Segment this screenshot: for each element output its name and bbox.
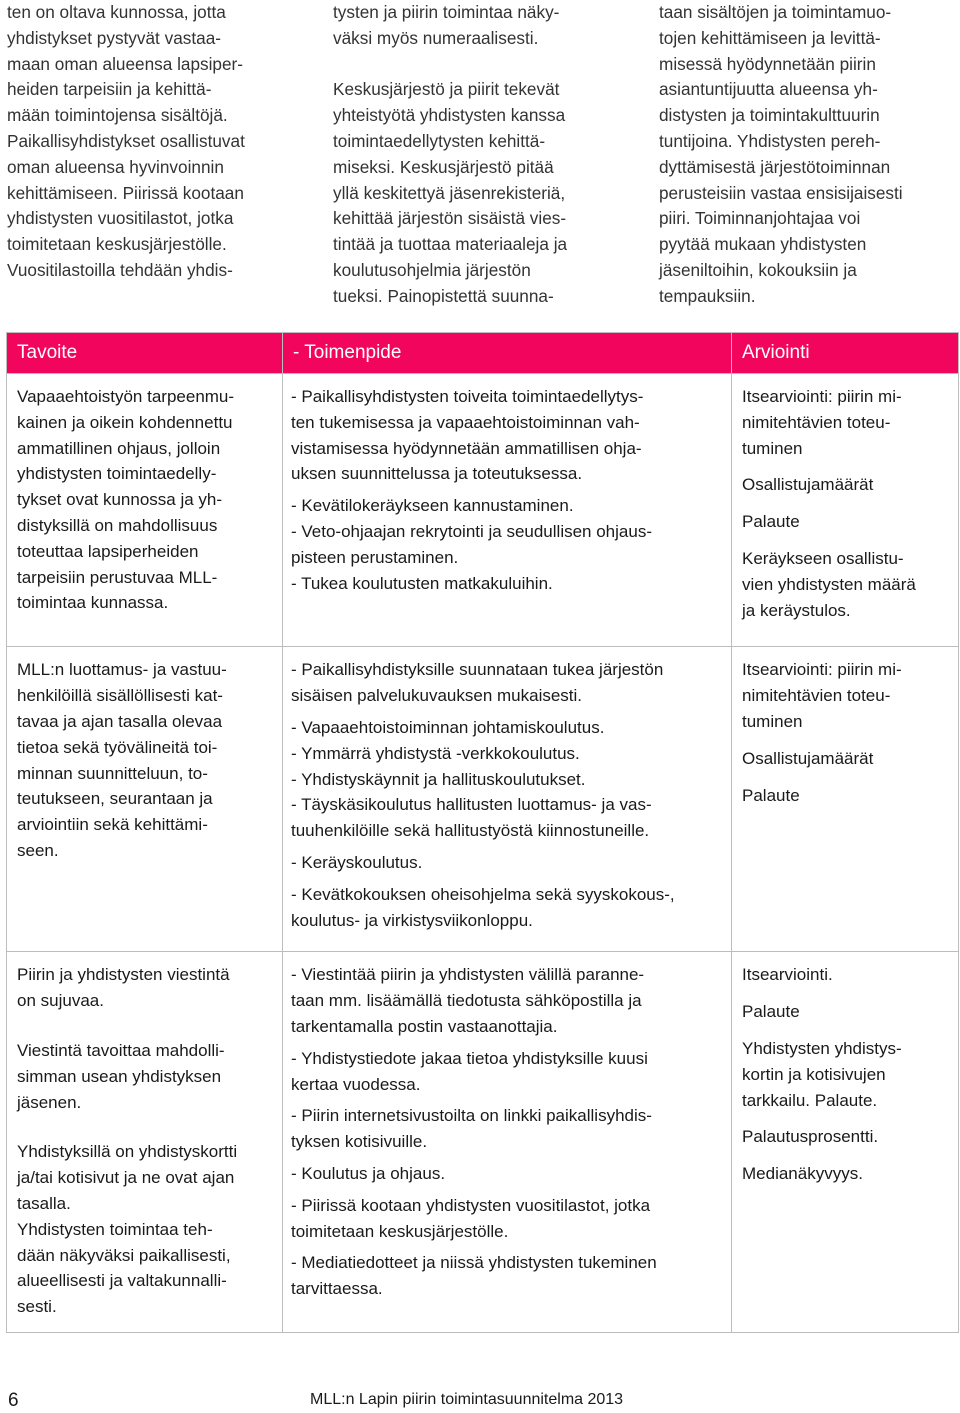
intro-line: pyytää mukaan yhdistysten xyxy=(659,234,867,255)
evaluation-item xyxy=(742,546,948,623)
goal-cell xyxy=(7,647,283,952)
goal-line: jäsenen. xyxy=(17,1092,82,1112)
goal-line: tasalla. xyxy=(17,1193,71,1213)
action-line: toimitetaan keskusjärjestölle. xyxy=(291,1221,509,1241)
evaluation-line: kortin ja kotisivujen xyxy=(742,1064,886,1084)
plan-table xyxy=(6,332,959,1333)
intro-line: väksi myös numeraalisesti. xyxy=(333,27,539,48)
intro-line: Keskusjärjestö ja piirit tekevät xyxy=(333,79,560,100)
goal-cell xyxy=(7,952,283,1333)
evaluation-line: Palaute xyxy=(742,785,800,805)
goal-line: dään näkyväksi paikallisesti, xyxy=(17,1245,231,1265)
action-cell xyxy=(283,952,732,1333)
evaluation-line: vien yhdistysten määrä xyxy=(742,574,916,594)
action-line: - Koulutus ja ohjaus. xyxy=(291,1163,446,1183)
action-line: - Keräyskoulutus. xyxy=(291,852,423,872)
evaluation-line: Osallistujamäärät xyxy=(742,475,874,495)
evaluation-item xyxy=(742,657,948,734)
action-line: uksen suunnittelussa ja toteutuksessa. xyxy=(291,464,583,484)
goal-line: simman usean yhdistyksen xyxy=(17,1066,222,1086)
intro-line: kehittämiseen. Piirissä kootaan xyxy=(7,182,244,203)
intro-line: maan oman alueensa lapsiper- xyxy=(7,53,243,74)
evaluation-item xyxy=(742,1124,948,1150)
action-line: - Yhdistystiedote jakaa tietoa yhdistyksille kuusi xyxy=(291,1048,648,1068)
intro-line: jäseniltoihin, kokouksiin ja xyxy=(659,259,857,280)
evaluation-item xyxy=(742,962,948,988)
action-item xyxy=(291,519,721,571)
table-row xyxy=(7,952,959,1333)
evaluation-cell xyxy=(732,952,959,1333)
action-line: vistamisessa hyödynnetään ammatillisen ohja- xyxy=(291,438,642,458)
goal-line: MLL:n luottamus- ja vastuu- xyxy=(17,660,227,680)
action-item xyxy=(291,850,721,876)
action-line: - Piirissä kootaan yhdistysten vuositilastot, jotka xyxy=(291,1195,651,1215)
evaluation-line: Keräykseen osallistu- xyxy=(742,548,904,568)
action-line: - Tukea koulutusten matkakuluihin. xyxy=(291,573,553,593)
header-action: - Toimenpide xyxy=(283,333,732,374)
action-item xyxy=(291,493,721,519)
evaluation-cell xyxy=(732,374,959,647)
intro-line: taan sisältöjen ja toimintamuo- xyxy=(659,2,892,22)
goal-line: toimintaa kunnassa. xyxy=(17,593,169,613)
evaluation-line: Yhdistysten yhdistys- xyxy=(742,1038,902,1058)
action-line: sisäisen palvelukuvauksen mukaisesti. xyxy=(291,686,583,706)
intro-line: ten on oltava kunnossa, jotta xyxy=(7,2,226,22)
action-line: - Mediatiedotteet ja niissä yhdistysten tukeminen xyxy=(291,1253,657,1273)
evaluation-line: ja keräystulos. xyxy=(742,600,851,620)
goal-line: distyksillä on mahdollisuus xyxy=(17,515,218,535)
evaluation-line: tuminen xyxy=(742,438,803,458)
footer-title: MLL:n Lapin piirin toimintasuunnitelma 2013 xyxy=(310,1391,624,1408)
action-line: tarvittaessa. xyxy=(291,1279,383,1299)
evaluation-item xyxy=(742,999,948,1025)
goal-line: ja/tai kotisivut ja ne ovat ajan xyxy=(17,1168,235,1188)
intro-line: tintää ja tuottaa materiaaleja ja xyxy=(333,234,568,255)
intro-line: misessä hyödynnetään piirin xyxy=(659,53,876,74)
table-row xyxy=(7,647,959,952)
action-item xyxy=(291,1103,721,1155)
intro-line: yhdistykset pystyvät vastaa- xyxy=(7,27,221,48)
action-line: - Kevätilokeräykseen kannustaminen. xyxy=(291,496,574,516)
action-cell xyxy=(283,374,732,647)
intro-line: tueksi. Painopistettä suunna- xyxy=(333,285,554,306)
action-item xyxy=(291,571,721,597)
action-line: tarkentamalla postin vastaanottajia. xyxy=(291,1016,558,1036)
evaluation-line: Itsearviointi: piirin mi- xyxy=(742,387,902,406)
intro-line: tysten ja piirin toimintaa näky- xyxy=(333,2,560,22)
action-item xyxy=(291,962,721,1039)
table-header-row xyxy=(7,333,959,374)
intro-line: koulutusohjelmia järjestön xyxy=(333,259,531,280)
evaluation-item xyxy=(742,384,948,461)
action-item xyxy=(291,657,721,709)
header-goal: Tavoite xyxy=(7,333,283,374)
intro-line: mään toimintojensa sisältöjä. xyxy=(7,105,228,126)
action-line: ten tukemisessa ja vapaaehtoistoiminnan vah- xyxy=(291,412,640,432)
goal-line: minnan suunnitteluun, to- xyxy=(17,763,208,783)
action-line: taan mm. lisäämällä tiedotusta sähköpostilla ja xyxy=(291,991,642,1011)
evaluation-item xyxy=(742,1161,948,1187)
action-line: - Ymmärrä yhdistystä -verkkokoulutus. xyxy=(291,743,580,763)
action-item xyxy=(291,767,721,793)
intro-line: tojen kehittämiseen ja levittä- xyxy=(659,27,881,48)
evaluation-line: Medianäkyvyys. xyxy=(742,1164,863,1184)
intro-line: piiri. Toiminnanjohtajaa voi xyxy=(659,208,861,229)
intro-line: distysten ja toimintakulttuurin xyxy=(659,105,880,126)
goal-line: Yhdistysten toimintaa teh- xyxy=(17,1219,213,1239)
evaluation-line: tarkkailu. Palaute. xyxy=(742,1090,878,1110)
action-line: pisteen perustaminen. xyxy=(291,547,459,567)
evaluation-line: nimitehtävien toteu- xyxy=(742,412,891,432)
evaluation-cell xyxy=(732,647,959,952)
action-line: - Piirin internetsivustoilta on linkki paikallisyhdis- xyxy=(291,1106,652,1126)
intro-line: kehittää järjestön sisäistä vies- xyxy=(333,208,567,229)
goal-line: Piirin ja yhdistysten viestintä xyxy=(17,965,230,985)
goal-line: kainen ja oikein kohdennettu xyxy=(17,412,233,432)
intro-column-1 xyxy=(7,0,307,284)
intro-line: Paikallisyhdistykset osallistuvat xyxy=(7,130,245,151)
action-line: - Veto-ohjaajan rekrytointi ja seudullisen ohjaus- xyxy=(291,521,652,541)
goal-line: toteuttaa lapsiperheiden xyxy=(17,541,199,561)
intro-line: dyttämisestä järjestötoiminnan xyxy=(659,156,891,177)
intro-column-3 xyxy=(659,0,959,310)
goal-line: tietoa sekä työvälineitä toi- xyxy=(17,737,218,757)
evaluation-line: Itsearviointi. xyxy=(742,965,833,985)
action-item xyxy=(291,715,721,741)
action-item xyxy=(291,882,721,934)
action-line: tuuhenkilöille sekä hallitustyöstä kiinnostuneille. xyxy=(291,821,650,841)
goal-line: arviointiin sekä kehittämi- xyxy=(17,815,208,835)
evaluation-line: Palautusprosentti. xyxy=(742,1127,879,1147)
goal-line: tavaa ja ajan tasalla olevaa xyxy=(17,711,223,731)
intro-line: toimintaedellytysten kehittä- xyxy=(333,130,546,151)
intro-line: yllä keskitettyä jäsenrekisteriä, xyxy=(333,182,566,203)
action-line: - Paikallisyhdistysten toiveita toimintaedellytys- xyxy=(291,387,644,406)
action-item xyxy=(291,1193,721,1245)
intro-line: heiden tarpeisiin ja kehittä- xyxy=(7,79,212,100)
action-cell xyxy=(283,647,732,952)
evaluation-line: Palaute xyxy=(742,512,800,532)
intro-line: toimitetaan keskusjärjestölle. xyxy=(7,234,227,255)
action-item xyxy=(291,1046,721,1098)
intro-line: Vuositilastoilla tehdään yhdis- xyxy=(7,259,233,280)
goal-line: teutukseen, seurantaan ja xyxy=(17,789,213,809)
action-item xyxy=(291,741,721,767)
action-item xyxy=(291,384,721,487)
goal-line: yhdistysten toimintaedelly- xyxy=(17,464,217,484)
intro-line: perusteisiin vastaa ensisijaisesti xyxy=(659,182,903,203)
goal-line: tarpeisiin perustuvaa MLL- xyxy=(17,567,218,587)
intro-line: miseksi. Keskusjärjestö pitää xyxy=(333,156,554,177)
action-line: tyksen kotisivuille. xyxy=(291,1132,428,1152)
action-item xyxy=(291,1161,721,1187)
goal-line: Viestintä tavoittaa mahdolli- xyxy=(17,1040,225,1060)
action-item xyxy=(291,1250,721,1302)
goal-line: Vapaaehtoistyön tarpeenmu- xyxy=(17,387,235,406)
action-line: - Viestintää piirin ja yhdistysten välillä paranne- xyxy=(291,965,645,985)
intro-line: tuntijoina. Yhdistysten pereh- xyxy=(659,130,881,151)
intro-line: yhdistysten vuositilastot, jotka xyxy=(7,208,234,229)
action-line: - Vapaaehtoistoiminnan johtamiskoulutus. xyxy=(291,717,605,737)
goal-cell xyxy=(7,374,283,647)
action-line: - Kevätkokouksen oheisohjelma sekä syyskokous-, xyxy=(291,884,675,904)
action-line: - Yhdistyskäynnit ja hallituskoulutukset. xyxy=(291,769,586,789)
action-line: koulutus- ja virkistysviikonloppu. xyxy=(291,910,533,930)
action-line: kertaa vuodessa. xyxy=(291,1074,421,1094)
evaluation-line: Palaute xyxy=(742,1002,800,1022)
intro-column-2 xyxy=(333,0,633,310)
goal-line: alueellisesti ja valtakunnalli- xyxy=(17,1271,227,1291)
goal-line: henkilöillä sisällöllisesti kat- xyxy=(17,686,223,706)
goal-line: on sujuvaa. xyxy=(17,991,104,1011)
evaluation-item xyxy=(742,746,948,772)
evaluation-item xyxy=(742,783,948,809)
page-number: 6 xyxy=(8,1390,19,1411)
intro-line: tempauksiin. xyxy=(659,285,756,306)
goal-line: sesti. xyxy=(17,1297,57,1317)
evaluation-line: Itsearviointi: piirin mi- xyxy=(742,660,902,680)
evaluation-line: Osallistujamäärät xyxy=(742,748,874,768)
intro-line: yhteistyötä yhdistysten kanssa xyxy=(333,105,566,126)
header-evaluation: Arviointi xyxy=(732,333,959,374)
intro-line: asiantuntijuutta alueensa yh- xyxy=(659,79,878,100)
action-line: - Paikallisyhdistyksille suunnataan tukea järjestön xyxy=(291,660,664,680)
table-row xyxy=(7,374,959,647)
action-item xyxy=(291,792,721,844)
goal-line: seen. xyxy=(17,840,59,860)
goal-line: ammatillinen ohjaus, jolloin xyxy=(17,438,221,458)
evaluation-item xyxy=(742,509,948,535)
evaluation-item xyxy=(742,472,948,498)
evaluation-line: nimitehtävien toteu- xyxy=(742,686,891,706)
goal-line: tykset ovat kunnossa ja yh- xyxy=(17,490,223,510)
evaluation-line: tuminen xyxy=(742,711,803,731)
evaluation-item xyxy=(742,1036,948,1113)
goal-line: Yhdistyksillä on yhdistyskortti xyxy=(17,1142,238,1162)
intro-line: oman alueensa hyvinvoinnin xyxy=(7,156,224,177)
action-line: - Täyskäsikoulutus hallitusten luottamus- ja vas- xyxy=(291,795,652,815)
